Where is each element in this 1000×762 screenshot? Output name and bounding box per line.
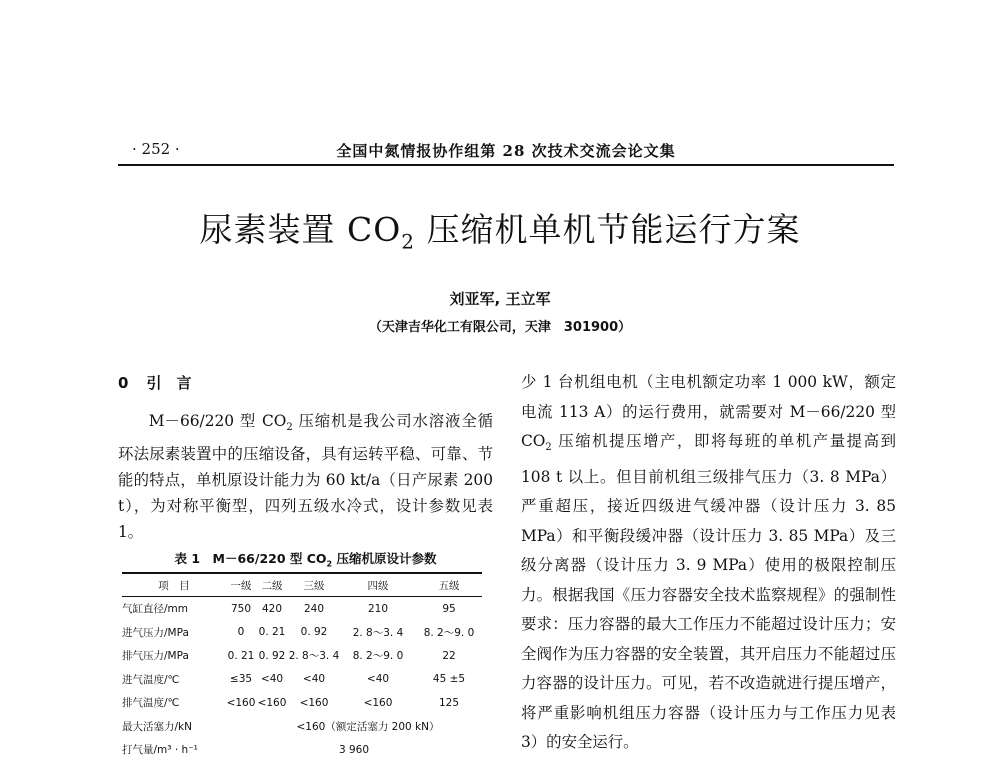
table-cell: 45 ±5 <box>432 673 466 686</box>
table-cell: 750 <box>230 602 252 615</box>
table-cell: 210 <box>367 602 389 615</box>
table-cell: 95 <box>442 602 456 615</box>
table-cell: 22 <box>442 649 456 662</box>
caption-subscript: 2 <box>326 559 333 569</box>
table-cell: <160 <box>299 696 329 709</box>
right-text-end: 压缩机提压增产，即将每班的单机产量提高到 108 t 以上。但目前机组三级排气压力（3. 8 MPa）严重超压，接近四级进气缓冲器（设计压力 3. 85 MPa）和平衡段缓冲器（设计压力 3. 85 MPa）及三级分离器（设计压力 3. 9 MPa）使用的极限控制压力。根据我国《压力容器安全技术监察规程》的强制性要求：压力容器的最大工作压力不能超过设计压力；安全阀作为压力容器的安全装置，其开启压力不能超过压力容器的设计压力。可见，若不改造就进行提压增产，将严重影响机组压力容器（设计压力与工作压力见表 3）的安全运行。 <box>521 432 896 752</box>
table-row <box>122 691 482 715</box>
section-title: 引 言 <box>146 374 192 392</box>
table-cell: 8. 2～9. 0 <box>423 626 475 639</box>
row-label: 最大活塞力/kN <box>122 720 192 733</box>
table-cell: 0. 92 <box>300 626 328 639</box>
row-label: 排气压力/MPa <box>122 650 189 663</box>
caption-text-end: 压缩机原设计参数 <box>332 551 437 566</box>
table-cell: <40 <box>260 673 284 686</box>
page-number: · 252 · <box>132 140 180 158</box>
table-row <box>122 621 482 645</box>
table-row <box>122 715 482 739</box>
section-heading <box>118 372 191 393</box>
table-cell: 2. 8～3. 4 <box>352 626 404 639</box>
table-row <box>122 644 482 668</box>
table-cell <box>226 715 482 739</box>
table-row <box>122 668 482 692</box>
table-cell: <40 <box>302 673 326 686</box>
table-cell: 8. 2～9. 0 <box>352 650 404 663</box>
running-header <box>118 138 894 166</box>
table-header-row <box>122 573 482 597</box>
table-cell: <160 <box>257 696 287 709</box>
intro-subscript: 2 <box>286 422 293 434</box>
title-text-start: 尿素装置 CO <box>199 210 402 249</box>
header-cell: 五级 <box>416 573 482 597</box>
row-label: 打气量/m³ · h⁻¹ <box>122 744 198 757</box>
title-subscript: 2 <box>401 229 416 254</box>
intro-text-end: 压缩机是我公司水溶液全循环法尿素装置中的压缩设备，具有运转平稳、可靠、节能的特点，单机原设计能力为 60 kt/a（日产尿素 200 t），为对称平衡型，四列五级水冷式，设计参数见表 1。 <box>118 412 493 542</box>
header-cell: 一级 <box>226 573 256 597</box>
section-number: 0 <box>118 374 129 392</box>
table-cell: 3 960 <box>338 743 370 756</box>
intro-paragraph <box>118 408 493 545</box>
header-cell: 二级 <box>256 573 288 597</box>
table-cell: 240 <box>303 602 325 615</box>
table-cell: 0 <box>237 626 245 639</box>
right-column-paragraph <box>521 368 896 758</box>
table-cell: 0. 21 <box>227 649 255 662</box>
piston-force-value: <160（额定活塞力 200 kN） <box>296 720 440 733</box>
row-label: 气缸直径/mm <box>122 603 188 616</box>
table-cell: <160 <box>226 696 256 709</box>
table-cell: <40 <box>366 673 390 686</box>
row-label: 进气压力/MPa <box>122 626 189 639</box>
header-cell: 三级 <box>288 573 340 597</box>
affiliation: （天津吉华化工有限公司，天津 301900） <box>368 320 632 335</box>
row-label: 排气温度/℃ <box>122 697 180 710</box>
header-cell: 四级 <box>340 573 416 597</box>
title-text-end: 压缩机单机节能运行方案 <box>415 210 801 249</box>
table-caption <box>118 549 493 569</box>
table-row <box>122 738 482 762</box>
table-cell: 420 <box>261 602 283 615</box>
table-row <box>122 597 482 621</box>
right-text-start: 少 1 台机组电机（主电机额定功率 1 000 kW，额定电流 113 A）的运行费用，就需要对 M－66/220 型 CO <box>521 373 896 450</box>
header-rule <box>118 164 894 166</box>
design-parameters-table <box>122 572 482 762</box>
right-subscript: 2 <box>545 442 552 454</box>
caption-text-start: 表 1 M－66/220 型 CO <box>174 551 327 566</box>
table-cell: <160 <box>363 696 393 709</box>
intro-text-start: M－66/220 型 CO <box>148 412 287 430</box>
table-cell: 125 <box>438 696 460 709</box>
table-cell: ≤35 <box>229 673 253 686</box>
article-title <box>0 204 1000 254</box>
table-cell: 0. 92 <box>258 649 286 662</box>
table-cell: 0. 21 <box>258 626 286 639</box>
header-cell: 项 目 <box>122 573 226 597</box>
authors: 刘亚军, 王立军 <box>449 290 551 308</box>
row-label: 进气温度/℃ <box>122 673 180 686</box>
running-title: 全国中氮情报协作组第 28 次技术交流会论文集 <box>336 142 676 160</box>
table-cell: 2. 8～3. 4 <box>288 650 340 663</box>
